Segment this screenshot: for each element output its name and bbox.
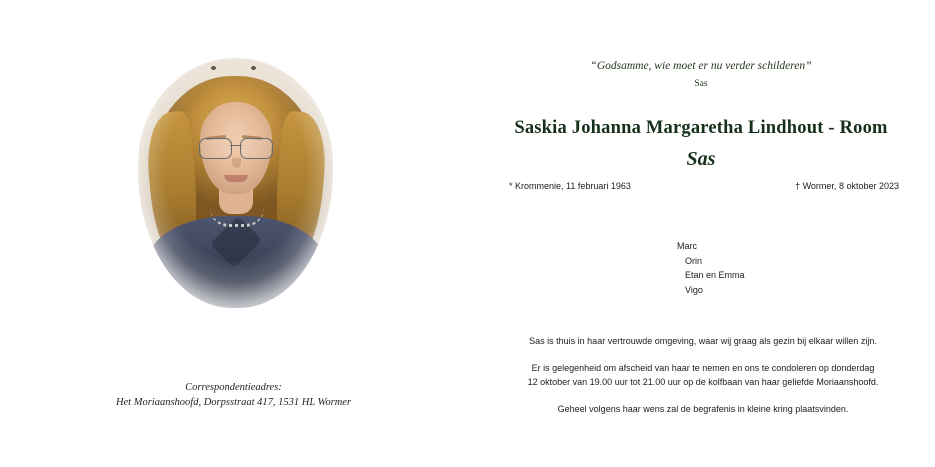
portrait-eye-right: [251, 66, 256, 70]
portrait-photo: [138, 58, 333, 308]
correspondence-address: Het Moriaanshoofd, Dorpsstraat 417, 1531 HL Wormer: [115, 397, 352, 408]
deceased-signature: Sas: [686, 148, 716, 170]
glasses-icon: [198, 138, 274, 158]
death-date: † Wormer, 8 oktober 2023: [795, 181, 899, 191]
list-item: Vigo: [685, 284, 703, 295]
portrait-nose: [232, 158, 241, 168]
correspondence-label: Correspondentieadres:: [185, 382, 282, 393]
life-dates: [509, 181, 899, 191]
quote-attribution: Sas: [694, 79, 708, 89]
family-names-list: [677, 239, 745, 297]
portrait-body: [146, 216, 326, 308]
announcement-paragraph: Geheel volgens haar wens zal de begrafenis in kleine kring plaatsvinden.: [557, 404, 849, 414]
portrait-eye-left: [211, 66, 216, 70]
portrait-image: [138, 58, 333, 308]
portrait-mouth: [224, 175, 248, 182]
list-item: Marc: [677, 241, 697, 251]
announcement-paragraph: Sas is thuis in haar vertrouwde omgeving, waar wij graag als gezin bij elkaar willen zijn.: [529, 336, 877, 346]
announcement-paragraph: Er is gelegenheid om afscheid van haar te nemen en ons te condoleren op donderdag 12 oktober van 19.00 uur tot 21.00 uur op de kolfbaan van haar geliefde Moriaanshoofd.: [527, 363, 879, 387]
quote-text: “Godsamme, wie moet er nu verder schilderen”: [590, 60, 812, 72]
correspondence-block: [0, 380, 467, 410]
birth-date: * Krommenie, 11 februari 1963: [509, 181, 631, 191]
list-item: Etan en Emma: [685, 270, 745, 280]
deceased-full-name: Saskia Johanna Margaretha Lindhout - Room: [514, 118, 888, 138]
list-item: Orin: [685, 255, 703, 266]
announcement-text: [513, 334, 893, 416]
left-panel: [0, 0, 467, 467]
right-panel: [467, 0, 935, 467]
